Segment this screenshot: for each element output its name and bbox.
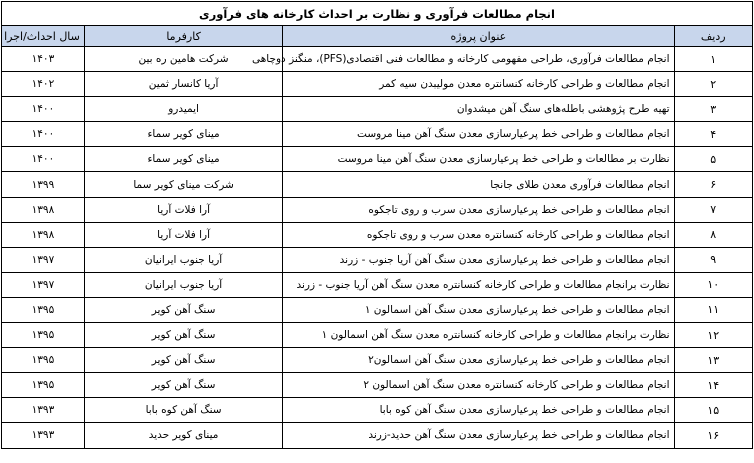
table-row — [2, 348, 753, 373]
year-cell: ۱۴۰۰ — [2, 147, 85, 172]
project-title-cell: انجام مطالعات و طراحی خط پرعیارسازی معدن سرب و روی تاجکوه — [283, 197, 674, 222]
row-number-cell: ۶ — [674, 172, 752, 197]
project-title-cell: انجام مطالعات و طراحی کارخانه کنسانتره معدن سنگ آهن اسمالون ۲ — [283, 373, 674, 398]
table-row — [2, 197, 753, 222]
table-row — [2, 147, 753, 172]
client-cell: شرکت هامین ره بین — [84, 47, 282, 72]
year-cell: ۱۳۹۸ — [2, 222, 85, 247]
row-number-cell: ۱۵ — [674, 398, 752, 423]
client-cell: ایمیدرو — [84, 97, 282, 122]
header-year: سال احداث/اجرا — [2, 26, 85, 47]
table-row — [2, 398, 753, 423]
project-title-cell: انجام مطالعات و طراحی خط پرعیارسازی معدن سنگ آهن آریا جنوب - زرند — [283, 247, 674, 272]
row-number-cell: ۲ — [674, 72, 752, 97]
year-cell: ۱۳۹۸ — [2, 197, 85, 222]
row-number-cell: ۱۲ — [674, 323, 752, 348]
project-title-cell: نظارت بر مطالعات و طراحی خط پرعیارسازی معدن سنگ آهن مینا مروست — [283, 147, 674, 172]
table-row — [2, 97, 753, 122]
client-cell: سنگ آهن کویر — [84, 373, 282, 398]
project-title-cell: انجام مطالعات و طراحی خط پرعیارسازی معدن سنگ آهن حدید-زرند — [283, 423, 674, 448]
client-cell: آریا جنوب ایرانیان — [84, 247, 282, 272]
table-row — [2, 297, 753, 322]
project-title-cell: انجام مطالعات و طراحی خط پرعیارسازی معدن سنگ آهن اسمالون۲ — [283, 348, 674, 373]
table-header-row — [2, 26, 753, 47]
table-row — [2, 122, 753, 147]
row-number-cell: ۱۳ — [674, 348, 752, 373]
year-cell: ۱۴۰۰ — [2, 97, 85, 122]
table-row — [2, 47, 753, 72]
projects-sheet — [1, 1, 753, 461]
year-cell: ۱۳۹۷ — [2, 247, 85, 272]
row-number-cell: ۱۱ — [674, 297, 752, 322]
row-number-cell: ۱۰ — [674, 272, 752, 297]
client-cell: سنگ آهن کوه بابا — [84, 398, 282, 423]
year-cell: ۱۳۹۵ — [2, 297, 85, 322]
year-cell: ۱۴۰۰ — [2, 122, 85, 147]
row-number-cell: ۹ — [674, 247, 752, 272]
table-row — [2, 72, 753, 97]
row-number-cell: ۱۴ — [674, 373, 752, 398]
table-row — [2, 373, 753, 398]
table-row — [2, 323, 753, 348]
year-cell: ۱۳۹۹ — [2, 172, 85, 197]
row-number-cell: ۵ — [674, 147, 752, 172]
row-number-cell: ۴ — [674, 122, 752, 147]
client-cell: مینای کویر سماء — [84, 122, 282, 147]
header-row-number: ردیف — [674, 26, 752, 47]
row-number-cell: ۸ — [674, 222, 752, 247]
year-cell: ۱۳۹۳ — [2, 423, 85, 448]
row-number-cell: ۱ — [674, 47, 752, 72]
header-project-title: عنوان پروژه — [283, 26, 674, 47]
year-cell: ۱۴۰۳ — [2, 47, 85, 72]
year-cell: ۱۴۰۲ — [2, 72, 85, 97]
year-cell: ۱۳۹۵ — [2, 348, 85, 373]
header-client: کارفرما — [84, 26, 282, 47]
table-row — [2, 247, 753, 272]
project-title-cell: انجام مطالعات و طراحی کارخانه کنسانتره معدن مولیبدن سیه کمر — [283, 72, 674, 97]
project-title-cell: انجام مطالعات و طراحی خط پرعیارسازی معدن سنگ آهن مینا مروست — [283, 122, 674, 147]
project-title-cell: انجام مطالعات و طراحی خط پرعیارسازی معدن سنگ آهن کوه بابا — [283, 398, 674, 423]
client-cell: آرا فلات آریا — [84, 222, 282, 247]
year-cell: ۱۳۹۵ — [2, 323, 85, 348]
project-title-cell: انجام مطالعات و طراحی کارخانه کنسانتره معدن سرب و روی تاجکوه — [283, 222, 674, 247]
project-title-cell: نظارت برانجام مطالعات و طراحی کارخانه کنسانتره معدن سنگ آهن اسمالون ۱ — [283, 323, 674, 348]
year-cell: ۱۳۹۷ — [2, 272, 85, 297]
table-row — [2, 272, 753, 297]
project-title-cell: نظارت برانجام مطالعات و طراحی کارخانه کنسانتره معدن سنگ آهن آریا جنوب - زرند — [283, 272, 674, 297]
client-cell: آریا جنوب ایرانیان — [84, 272, 282, 297]
project-title-cell: انجام مطالعات فرآوری معدن طلای جانجا — [283, 172, 674, 197]
table-row — [2, 423, 753, 448]
row-number-cell: ۷ — [674, 197, 752, 222]
table-row — [2, 222, 753, 247]
year-cell: ۱۳۹۵ — [2, 373, 85, 398]
client-cell: سنگ آهن کویر — [84, 297, 282, 322]
table-row — [2, 172, 753, 197]
project-title-cell: تهیه طرح پژوهشی باطله‌های سنگ آهن میشدوان — [283, 97, 674, 122]
project-title-cell: انجام مطالعات فرآوری، طراحی مفهومی کارخانه و مطالعات فنی اقتصادی(PFS)، منگنز دوچاهی — [283, 47, 674, 72]
client-cell: سنگ آهن کویر — [84, 348, 282, 373]
client-cell: مینای کویر حدید — [84, 423, 282, 448]
projects-table — [1, 1, 753, 449]
client-cell: آرا فلات آریا — [84, 197, 282, 222]
row-number-cell: ۱۶ — [674, 423, 752, 448]
project-title-cell: انجام مطالعات و طراحی خط پرعیارسازی معدن سنگ آهن اسمالون ۱ — [283, 297, 674, 322]
client-cell: آریا کانسار ثمین — [84, 72, 282, 97]
client-cell: سنگ آهن کویر — [84, 323, 282, 348]
table-title-row — [2, 2, 753, 26]
table-title: انجام مطالعات فرآوری و نظارت بر احداث کارخانه های فرآوری — [2, 2, 753, 26]
row-number-cell: ۳ — [674, 97, 752, 122]
client-cell: شرکت مینای کویر سما — [84, 172, 282, 197]
client-cell: مینای کویر سماء — [84, 147, 282, 172]
year-cell: ۱۳۹۳ — [2, 398, 85, 423]
